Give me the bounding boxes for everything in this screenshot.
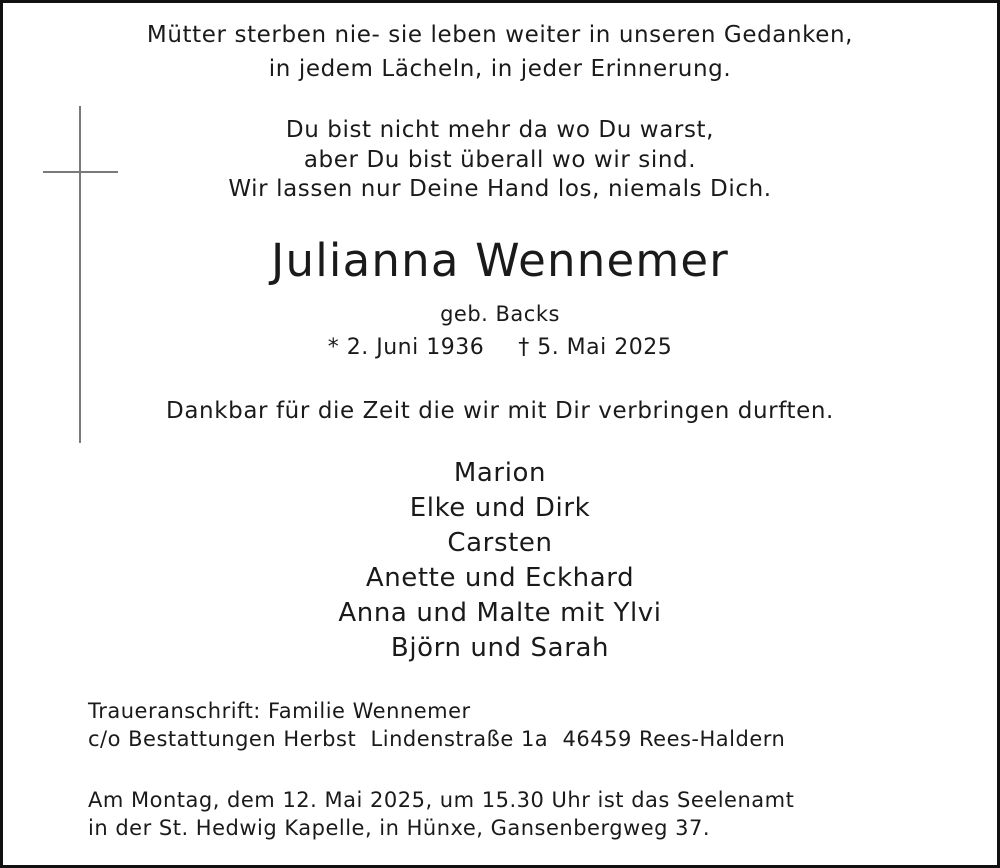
life-dates [0, 335, 1000, 360]
deceased-name: Julianna Wennemer [271, 234, 729, 287]
family-member: Björn und Sarah [390, 633, 610, 663]
birth-date: * 2. Juni 1936 [327, 335, 485, 360]
service-line-2: in der St. Hedwig Kapelle, in Hünxe, Gansenbergweg 37. [88, 816, 711, 840]
death-date: † 5. Mai 2025 [518, 335, 673, 360]
family-member: Elke und Dirk [409, 493, 591, 523]
motto-line-2: in jedem Lächeln, in jeder Erinnerung. [268, 56, 732, 82]
family-member: Anette und Eckhard [365, 563, 635, 593]
maiden-name: geb. Backs [440, 302, 560, 326]
address-line-1: Traueranschrift: Familie Wennemer [88, 699, 471, 723]
family-member: Anna und Malte mit Ylvi [338, 598, 662, 628]
service-line-1: Am Montag, dem 12. Mai 2025, um 15.30 Uhr ist das Seelenamt [88, 788, 795, 812]
poem-line-1: Du bist nicht mehr da wo Du warst, [285, 117, 715, 143]
motto-line-1: Mütter sterben nie- sie leben weiter in unseren Gedanken, [146, 22, 854, 48]
family-member: Carsten [447, 528, 553, 558]
poem-line-2: aber Du bist überall wo wir sind. [303, 147, 697, 173]
poem-line-3: Wir lassen nur Deine Hand los, niemals Dich. [228, 176, 772, 202]
address-line-2: c/o Bestattungen Herbst Lindenstraße 1a 46459 Rees-Haldern [88, 727, 786, 751]
gratitude-line: Dankbar für die Zeit die wir mit Dir verbringen durften. [166, 398, 834, 424]
family-member: Marion [453, 458, 547, 488]
